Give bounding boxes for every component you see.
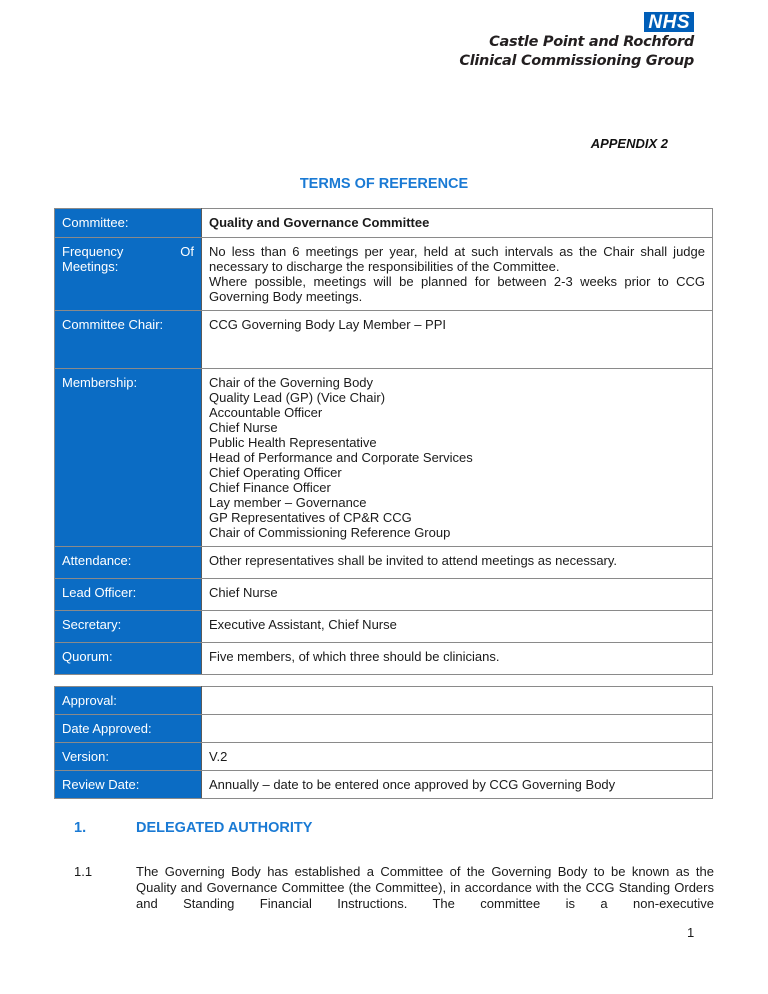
paragraph-text: The Governing Body has established a Committee of the Governing Body to be known as the Quality and Governance Committee (the Committee), in accordance with the CCG Standing Orders and Standing Financial Instructions. The committee is a non-executive xyxy=(136,864,714,911)
member-item: Chair of the Governing Body xyxy=(209,375,374,390)
frequency-value xyxy=(202,238,713,311)
logo-org-name-line1: Castle Point and Rochford xyxy=(489,34,694,50)
secretary-value: Executive Assistant, Chief Nurse xyxy=(202,611,713,643)
member-item: GP Representatives of CP&R CCG xyxy=(209,510,412,525)
label-part: Frequency xyxy=(62,244,124,259)
table-row-membership xyxy=(55,369,713,547)
section-title: DELEGATED AUTHORITY xyxy=(136,820,313,836)
row-label: Secretary: xyxy=(55,611,202,643)
nhs-badge-logo: NHS xyxy=(644,12,694,32)
row-label: Quorum: xyxy=(55,643,202,675)
row-label: Membership: xyxy=(55,369,202,547)
version-value: V.2 xyxy=(202,743,713,771)
table-row-quorum xyxy=(55,643,713,675)
row-label: Lead Officer: xyxy=(55,579,202,611)
table-row-lead-officer xyxy=(55,579,713,611)
member-item: Chair of Commissioning Reference Group xyxy=(209,525,451,540)
member-item: Chief Nurse xyxy=(209,420,278,435)
document-title: TERMS OF REFERENCE xyxy=(299,176,469,192)
member-item: Lay member – Governance xyxy=(209,495,367,510)
membership-list xyxy=(202,369,713,547)
row-label: Review Date: xyxy=(55,771,202,799)
section-number: 1. xyxy=(74,820,87,836)
table-row-secretary xyxy=(55,611,713,643)
row-label: Version: xyxy=(55,743,202,771)
appendix-label: APPENDIX 2 xyxy=(590,136,668,151)
member-item: Head of Performance and Corporate Services xyxy=(209,450,473,465)
table-row-approval xyxy=(55,687,713,715)
member-item: Accountable Officer xyxy=(209,405,323,420)
approval-value xyxy=(202,687,713,715)
row-label: Committee Chair: xyxy=(55,311,202,369)
row-label: Committee: xyxy=(55,209,202,238)
approval-table xyxy=(54,686,713,799)
page-number: 1 xyxy=(687,925,695,940)
frequency-text: Where possible, meetings will be planned for between 2-3 weeks prior to CCG Governing Body meetings. xyxy=(209,274,705,304)
terms-of-reference-table xyxy=(54,208,713,675)
attendance-value: Other representatives shall be invited to attend meetings as necessary. xyxy=(202,547,713,579)
review-date-value: Annually – date to be entered once approved by CCG Governing Body xyxy=(202,771,713,799)
member-item: Chief Operating Officer xyxy=(209,465,342,480)
row-label xyxy=(55,238,202,311)
table-row-frequency xyxy=(55,238,713,311)
row-label: Approval: xyxy=(55,687,202,715)
date-approved-value xyxy=(202,715,713,743)
row-label: Attendance: xyxy=(55,547,202,579)
paragraph-number: 1.1 xyxy=(74,864,93,879)
member-item: Public Health Representative xyxy=(209,435,377,450)
section-heading xyxy=(74,820,312,836)
nhs-ccg-logo xyxy=(459,12,694,71)
table-row-date-approved xyxy=(55,715,713,743)
table-row-committee xyxy=(55,209,713,238)
quorum-value: Five members, of which three should be clinicians. xyxy=(202,643,713,675)
committee-chair-value: CCG Governing Body Lay Member – PPI xyxy=(202,311,713,369)
logo-org-name-line2: Clinical Commissioning Group xyxy=(459,53,694,69)
lead-officer-value: Chief Nurse xyxy=(202,579,713,611)
label-part: Meetings: xyxy=(62,259,119,274)
table-row-committee-chair xyxy=(55,311,713,369)
paragraph xyxy=(74,864,714,912)
member-item: Chief Finance Officer xyxy=(209,480,331,495)
frequency-text: No less than 6 meetings per year, held at such intervals as the Chair shall judge necessary to discharge the responsibilities of the Committee. xyxy=(209,244,705,274)
table-row-version xyxy=(55,743,713,771)
row-label: Date Approved: xyxy=(55,715,202,743)
member-item: Quality Lead (GP) (Vice Chair) xyxy=(209,390,386,405)
table-row-attendance xyxy=(55,547,713,579)
committee-name: Quality and Governance Committee xyxy=(202,209,713,238)
table-row-review-date xyxy=(55,771,713,799)
label-part: Of xyxy=(180,244,194,259)
